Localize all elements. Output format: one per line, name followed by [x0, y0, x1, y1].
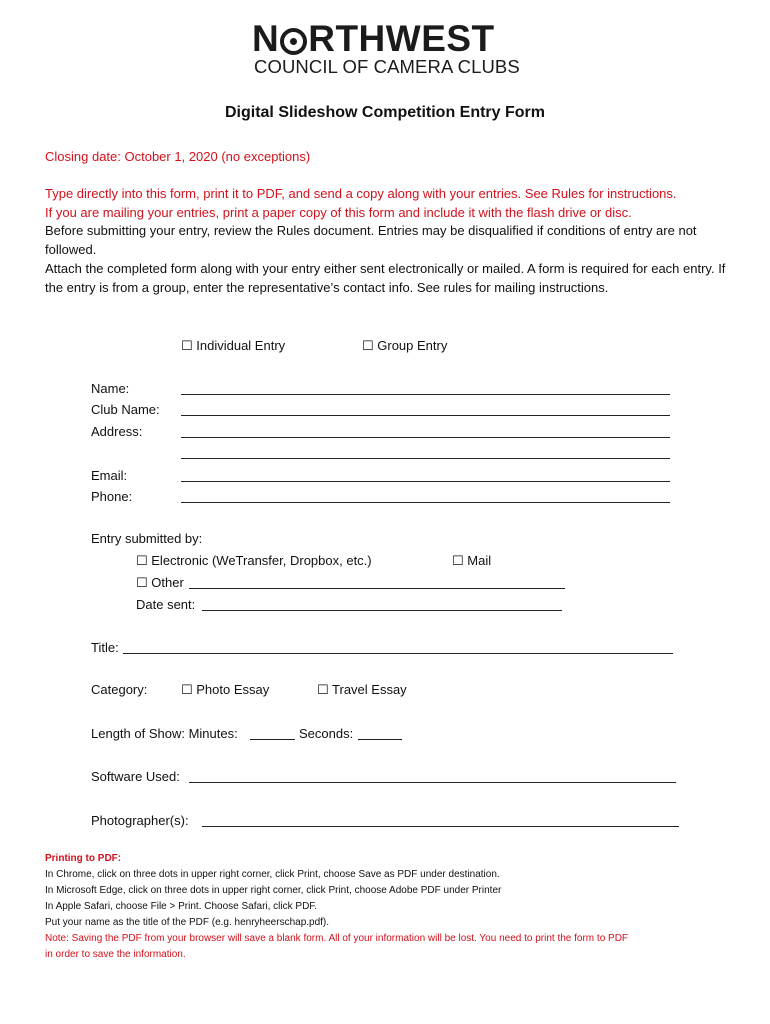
group-entry-checkbox[interactable]: ☐ Group Entry [362, 338, 448, 353]
form-title: Digital Slideshow Competition Entry Form [224, 104, 545, 121]
software-field[interactable] [189, 782, 676, 783]
name-label: Name: [91, 381, 130, 396]
seconds-field[interactable] [358, 739, 402, 740]
seconds-label: Seconds: [299, 726, 354, 741]
photographers-field[interactable] [202, 826, 679, 827]
software-label: Software Used: [91, 769, 180, 784]
phone-field[interactable] [181, 502, 670, 503]
individual-entry-checkbox[interactable]: ☐ Individual Entry [181, 338, 286, 353]
instruction-red-line-1: Type directly into this form, print it to PDF, and send a copy along with your entries. See Rules for instructions. [45, 186, 677, 201]
length-minutes-label: Length of Show: Minutes: [91, 726, 238, 741]
address-label: Address: [91, 424, 143, 439]
email-label: Email: [91, 468, 128, 483]
instruction-attach-form: Attach the completed form along with your entry either sent electronically or mailed. A form is required for each entry. If the entry is from a group, enter the representative’s contact info. See rules for mailing instructions. [45, 261, 726, 295]
name-field[interactable] [181, 394, 670, 395]
instruction-review-rules: Before submitting your entry, review the Rules document. Entries may be disqualified if conditions of entry are not followed. [45, 223, 697, 257]
logo-subtitle: COUNCIL OF CAMERA CLUBS [254, 56, 520, 77]
camera-lens-icon [280, 28, 307, 55]
logo-text-start: N [252, 18, 280, 59]
mail-checkbox[interactable]: ☐ Mail [452, 553, 492, 568]
instruction-red-line-2: If you are mailing your entries, print a paper copy of this form and include it with the flash drive or disc. [45, 205, 632, 220]
pdf-help-edge: In Microsoft Edge, click on three dots in upper right corner, click Print, choose Adobe PDF under Printer [45, 885, 502, 896]
email-field[interactable] [181, 481, 670, 482]
pdf-help-heading: Printing to PDF: [45, 853, 122, 864]
category-label: Category: [91, 682, 148, 697]
closing-date: Closing date: October 1, 2020 (no exceptions) [45, 149, 311, 164]
minutes-field[interactable] [250, 739, 295, 740]
photographers-label: Photographer(s): [91, 813, 189, 828]
address-field-line-1[interactable] [181, 437, 670, 438]
other-checkbox[interactable]: ☐ Other [136, 575, 184, 590]
pdf-help-chrome: In Chrome, click on three dots in upper right corner, click Print, choose Save as PDF under destination. [45, 869, 500, 880]
logo-wordmark [252, 18, 495, 60]
other-field[interactable] [189, 588, 565, 589]
date-sent-label: Date sent: [136, 597, 196, 612]
entry-submitted-label: Entry submitted by: [91, 531, 203, 546]
club-name-field[interactable] [181, 415, 670, 416]
address-field-line-2[interactable] [181, 458, 670, 459]
photo-essay-checkbox[interactable]: ☐ Photo Essay [181, 682, 270, 697]
electronic-checkbox[interactable]: ☐ Electronic (WeTransfer, Dropbox, etc.) [136, 553, 372, 568]
pdf-help-safari: In Apple Safari, choose File > Print. Choose Safari, click PDF. [45, 901, 318, 912]
instructions-body [45, 221, 735, 297]
pdf-help-note-line-2: in order to save the information. [45, 949, 186, 960]
logo-text-end: RTHWEST [308, 18, 495, 59]
title-label: Title: [91, 640, 119, 655]
phone-label: Phone: [91, 489, 133, 504]
logo [252, 18, 522, 78]
title-field[interactable] [123, 653, 673, 654]
date-sent-field[interactable] [202, 610, 562, 611]
pdf-help-note-line-1: Note: Saving the PDF from your browser will save a blank form. All of your information will be lost. You need to print the form to PDF [45, 933, 629, 944]
pdf-help-name-tip: Put your name as the title of the PDF (e.g. henryheerschap.pdf). [45, 917, 330, 928]
travel-essay-checkbox[interactable]: ☐ Travel Essay [317, 682, 407, 697]
club-name-label: Club Name: [91, 402, 160, 417]
